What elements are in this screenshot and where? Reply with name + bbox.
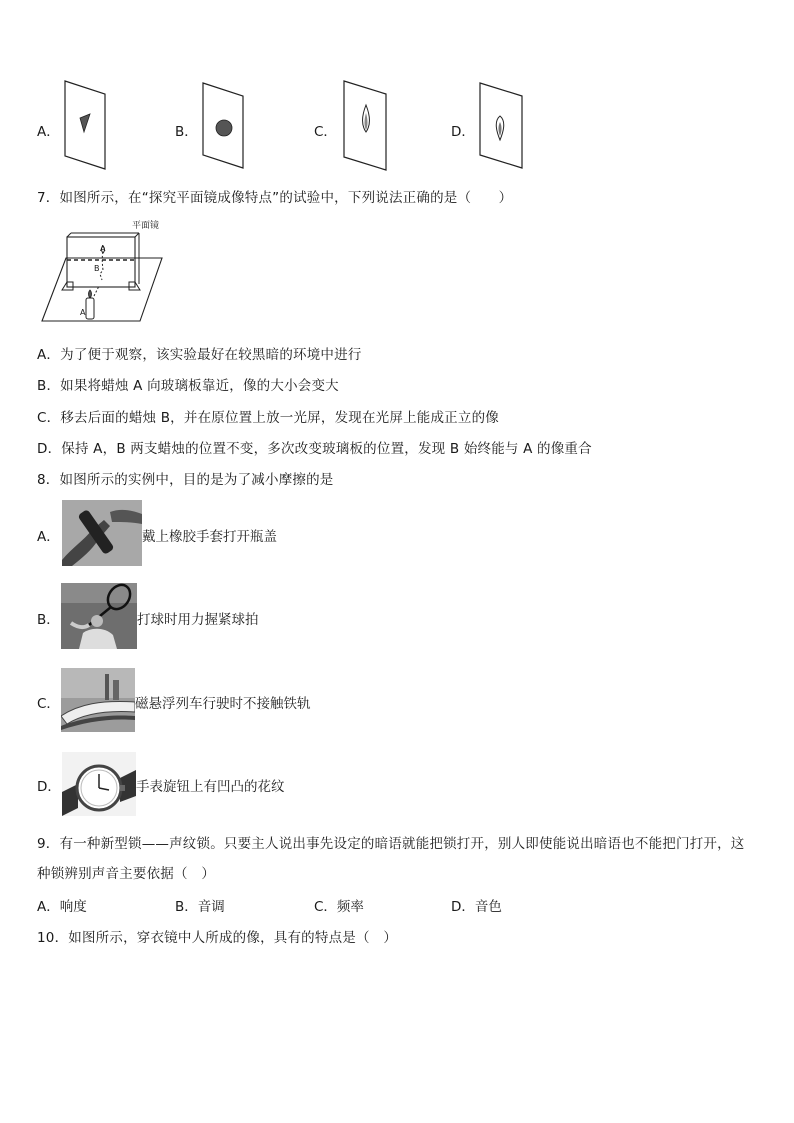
q7-mirror-drawing — [40, 218, 170, 328]
q7-label-a-top: A — [100, 244, 106, 253]
maglev-train-image — [61, 668, 135, 732]
q8-stem: 8．如图所示的实例中，目的是为了减小摩擦的是 — [37, 472, 334, 488]
q9-option-b: B．音调 — [175, 899, 225, 915]
q6-option-b-figure — [199, 82, 251, 170]
q7-option-a: A．为了便于观察，该实验最好在较黑暗的环境中进行 — [37, 347, 362, 363]
q9-stem-line2: 种锁辨别声音主要依据（ ） — [37, 866, 216, 882]
q8-option-a-photo — [62, 500, 142, 566]
q8-option-b-label: B． — [37, 612, 60, 628]
q9-option-c: C．频率 — [314, 899, 364, 915]
q8-option-c-text: 磁悬浮列车行驶时不接触铁轨 — [135, 696, 311, 712]
q6-option-a-figure — [60, 80, 120, 170]
q8-option-d-photo — [62, 752, 136, 816]
q7-option-c: C．移去后面的蜡烛 B，并在原位置上放一光屏，发现在光屏上能成正立的像 — [37, 410, 499, 426]
q9-option-a: A．响度 — [37, 899, 87, 915]
q6-option-d-figure — [476, 82, 532, 170]
q8-option-c-label: C． — [37, 696, 60, 712]
q7-label-a-bottom: A — [80, 308, 86, 317]
q7-option-d: D．保持 A，B 两支蜡烛的位置不变，多次改变玻璃板的位置，发现 B 始终能与 A 的像重合 — [37, 441, 592, 457]
q8-option-a-label: A． — [37, 529, 60, 545]
q6-option-c-figure — [340, 80, 396, 172]
q8-option-b-text: 打球时用力握紧球拍 — [137, 612, 259, 628]
q8-option-d-text: 手表旋钮上有凹凸的花纹 — [136, 779, 285, 795]
q9-option-d: D．音色 — [451, 899, 502, 915]
tennis-player-image — [61, 583, 137, 649]
q8-option-b-photo — [61, 583, 137, 649]
q6-option-b-label: B． — [175, 124, 198, 140]
q9-stem-line1: 9．有一种新型锁——声纹锁。只要主人说出事先设定的暗语就能把锁打开，别人即使能说出暗语也不能把门打开，这 — [37, 836, 745, 852]
q7-mirror-figure — [40, 218, 170, 328]
q7-stem: 7．如图所示，在“探究平面镜成像特点”的试验中，下列说法正确的是（ ） — [37, 190, 513, 206]
q7-figure-caption: 平面镜 — [132, 221, 160, 231]
q6-option-d-label: D． — [451, 124, 475, 140]
q10-stem: 10．如图所示，穿衣镜中人所成的像，具有的特点是（ ） — [37, 930, 398, 946]
q7-option-b: B．如果将蜡烛 A 向玻璃板靠近，像的大小会变大 — [37, 378, 339, 394]
gloved-hands-bottle-image — [62, 500, 142, 566]
q6-option-c-label: C． — [314, 124, 337, 140]
wristwatch-image — [62, 752, 136, 816]
q8-option-c-photo — [61, 668, 135, 732]
q7-label-b: B — [94, 264, 100, 273]
q8-option-d-label: D． — [37, 779, 61, 795]
q6-option-a-label: A． — [37, 124, 60, 140]
q8-option-a-text: 戴上橡胶手套打开瓶盖 — [142, 529, 277, 545]
